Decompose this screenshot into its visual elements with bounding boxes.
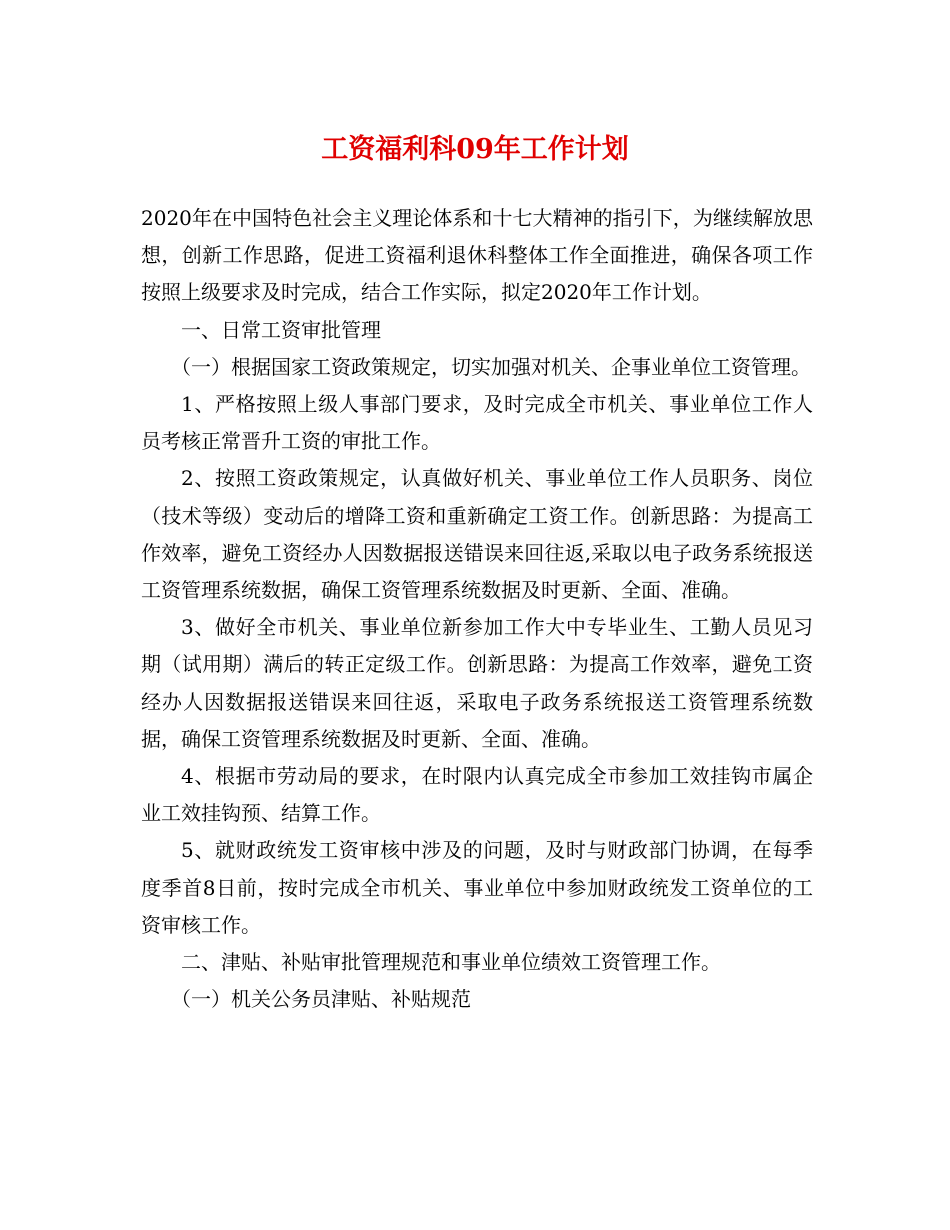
list-item-4: 4、根据市劳动局的要求，在时限内认真完成全市参加工效挂钩市属企业工效挂钩预、结算工作。 bbox=[141, 764, 813, 826]
subsection-heading-1: （一）根据国家工资政策规定，切实加强对机关、企事业单位工资管理。 bbox=[171, 354, 811, 379]
subsection-heading-2: （一）机关公务员津贴、补贴规范 bbox=[171, 987, 471, 1012]
document-body bbox=[141, 200, 813, 1018]
list-item-2: 2、按照工资政策规定，认真做好机关、事业单位工作人员职务、岗位（技术等级）变动后的增降工资和重新确定工资工作。创新思路：为提高工作效率，避免工资经办人因数据报送错误来回往返,采取以电子政务系统报送工资管理系统数据，确保工资管理系统数据及时更新、全面、准确。 bbox=[141, 466, 813, 603]
list-item-3: 3、做好全市机关、事业单位新参加工作大中专毕业生、工勤人员见习期（试用期）满后的转正定级工作。创新思路：为提高工作效率，避免工资经办人因数据报送错误来回往返，采取电子政务系统报送工资管理系统数据，确保工资管理系统数据及时更新、全面、准确。 bbox=[141, 615, 813, 751]
list-item-5: 5、就财政统发工资审核中涉及的问题，及时与财政部门协调，在每季度季首8日前，按时完成全市机关、事业单位中参加财政统发工资单位的工资审核工作。 bbox=[141, 838, 813, 937]
list-item-1: 1、严格按照上级人事部门要求，及时完成全市机关、事业单位工作人员考核正常晋升工资的审批工作。 bbox=[141, 392, 813, 454]
section-heading-1: 一、日常工资审批管理 bbox=[181, 317, 381, 342]
document-title: 工资福利科09年工作计划 bbox=[321, 134, 629, 165]
section-heading-2: 二、津贴、补贴审批管理规范和事业单位绩效工资管理工作。 bbox=[181, 950, 721, 975]
intro-paragraph: 2020年在中国特色社会主义理论体系和十七大精神的指引下，为继续解放思想，创新工作思路，促进工资福利退休科整体工作全面推进，确保各项工作按照上级要求及时完成，结合工作实际，拟定2020年工作计划。 bbox=[141, 206, 813, 305]
